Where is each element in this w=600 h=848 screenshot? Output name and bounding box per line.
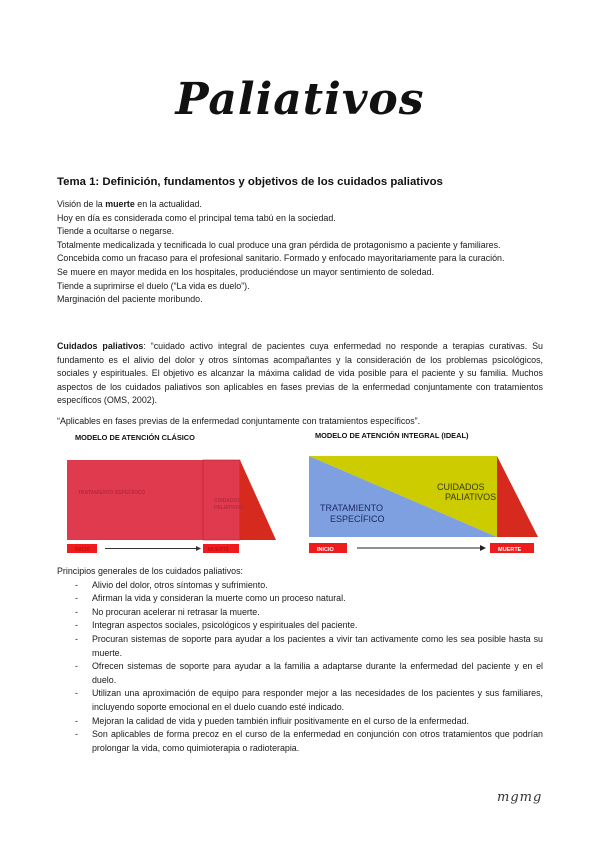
- vision-line: Tiende a suprimirse el duelo (“La vida es duelo”).: [57, 280, 250, 291]
- list-item-text: Afirman la vida y consideran la muerte como un proceso natural.: [92, 593, 346, 604]
- vision-intro: [57, 198, 543, 212]
- list-item-text: Ofrecen sistemas de soporte para ayudar a la familia a adaptarse durante la enfermedad del paciente y en el duelo.: [92, 661, 543, 685]
- classic-palliative-wedge: [240, 460, 276, 540]
- list-item-text: Integran aspectos sociales, psicológicos y espirituales del paciente.: [92, 620, 358, 631]
- vision-line: Se muere en mayor medida en los hospitales, produciéndose un mayor sentimiento de soledad.: [57, 266, 434, 277]
- classic-palliative-label-1: CUIDADOS: [214, 498, 241, 504]
- list-item-text: Mejoran la calidad de vida y pueden también influir positivamente en el curso de la enfermedad.: [92, 715, 469, 726]
- vision-line: Totalmente medicalizada y tecnificada lo cual produce una gran pérdida de protagonismo a paciente y familiares.: [57, 239, 501, 250]
- principles-list: [57, 579, 543, 756]
- vision-line: Concebida como un fracaso para el profesional sanitario. Formado y enfocado mayoritariamente para la curación.: [57, 253, 505, 264]
- classic-arrow-head: [196, 546, 201, 551]
- integral-model-diagram: [300, 444, 545, 560]
- vision-suffix: en la actualidad.: [134, 199, 202, 209]
- integral-end-label: MUERTE: [498, 547, 522, 553]
- vision-block: [57, 198, 543, 307]
- list-item: - Utilizan una aproximación de equipo para responder mejor a las necesidades de los pacientes y sus familiares, incluyendo soporte emocional en el duelo cuando esté indicado.: [75, 688, 543, 712]
- list-item: - Mejoran la calidad de vida y pueden también influir positivamente en el curso de la enfermedad.: [75, 715, 469, 726]
- integral-end-wedge: [497, 456, 538, 537]
- vision-prefix: Visión de la: [57, 199, 106, 209]
- list-item: - Procuran sistemas de soporte para ayudar a los pacientes a vivir tan activamente como les sea posible hasta su muerte.: [75, 633, 543, 658]
- list-item: - Alivio del dolor, otros síntomas y sufrimiento.: [75, 579, 268, 590]
- list-item: - Son aplicables de forma precoz en el curso de la enfermedad en conjunción con otros tratamientos que podrían prolongar la vida, como quimioterapia o radioterapia.: [75, 729, 543, 753]
- list-item-text: Alivio del dolor, otros síntomas y sufrimiento.: [92, 579, 268, 590]
- classic-start-label: INICIO: [75, 547, 91, 553]
- classic-model-title: MODELO DE ATENCIÓN CLÁSICO: [75, 433, 195, 442]
- list-item-text: Utilizan una aproximación de equipo para responder mejor a las necesidades de los pacientes y sus familiares, incluyendo soporte emocional en el duelo cuando esté indicado.: [92, 688, 543, 712]
- list-item: - Ofrecen sistemas de soporte para ayudar a la familia a adaptarse durante la enfermedad del paciente y en el duelo.: [75, 661, 543, 685]
- page-title: Paliativos: [175, 74, 425, 125]
- integral-palliative-label-2: PALIATIVOS: [445, 492, 497, 502]
- classic-treatment-block: [67, 460, 203, 540]
- vision-bold: muerte: [105, 199, 135, 209]
- list-item-text: Son aplicables de forma precoz en el curso de la enfermedad en conjunción con otros tratamientos que podrían prolongar la vida, como quimioterapia o radioterapia.: [92, 729, 543, 753]
- vision-line: Marginación del paciente moribundo.: [57, 294, 203, 305]
- quote-text: “Aplicables en fases previas de la enfermedad conjuntamente con tratamientos específicos”.: [57, 416, 421, 426]
- classic-palliative-label-2: PALIATIVOS: [214, 505, 244, 511]
- principles-section: [57, 565, 543, 755]
- integral-start-label: INICIO: [317, 547, 334, 553]
- list-item: - No procuran acelerar ni retrasar la muerte.: [75, 606, 260, 617]
- list-item-text: Procuran sistemas de soporte para ayudar a los pacientes a vivir tan activamente como les sea posible hasta su muerte.: [92, 633, 543, 658]
- definition-text: : “cuidado activo integral de pacientes cuya enfermedad no responde a terapias curativas. Su fundamento es el alivio del dolor y otros síntomas acompañantes y la consideración de los problemas psicológicos, sociales y espirituales. El objetivo es alcanzar la máxima calidad de vida posible para el paciente y su familia. Muchos aspectos de los cuidados paliativos son aplicables en fases previas de la enfermedad conjuntamente con tratamientos específicos (OMS, 2002).: [57, 341, 543, 406]
- classic-model-diagram: [60, 446, 290, 558]
- definition-paragraph: [57, 340, 543, 408]
- integral-treatment-label-2: ESPECÍFICO: [330, 514, 385, 524]
- principles-intro: Principios generales de los cuidados paliativos:: [57, 566, 243, 576]
- integral-palliative-label-1: CUIDADOS: [437, 482, 485, 492]
- list-item: - Afirman la vida y consideran la muerte como un proceso natural.: [75, 593, 346, 604]
- integral-arrow-head: [480, 545, 486, 551]
- classic-treatment-label: TRATAMIENTO ESPECÍFICO: [78, 490, 146, 496]
- list-item-text: No procuran acelerar ni retrasar la muerte.: [92, 606, 260, 617]
- author-signature: mgmg: [497, 790, 543, 805]
- list-item: - Integran aspectos sociales, psicológicos y espirituales del paciente.: [75, 620, 358, 631]
- vision-line: Tiende a ocultarse o negarse.: [57, 226, 175, 237]
- vision-line: Hoy en día es considerada como el principal tema tabú en la sociedad.: [57, 212, 336, 223]
- classic-end-label: MUERTE: [208, 547, 230, 553]
- integral-treatment-label-1: TRATAMIENTO: [320, 503, 383, 513]
- section-heading: Tema 1: Definición, fundamentos y objetivos de los cuidados paliativos: [57, 176, 443, 188]
- definition-term: Cuidados paliativos: [57, 341, 144, 351]
- integral-model-title: MODELO DE ATENCIÓN INTEGRAL (IDEAL): [315, 431, 469, 440]
